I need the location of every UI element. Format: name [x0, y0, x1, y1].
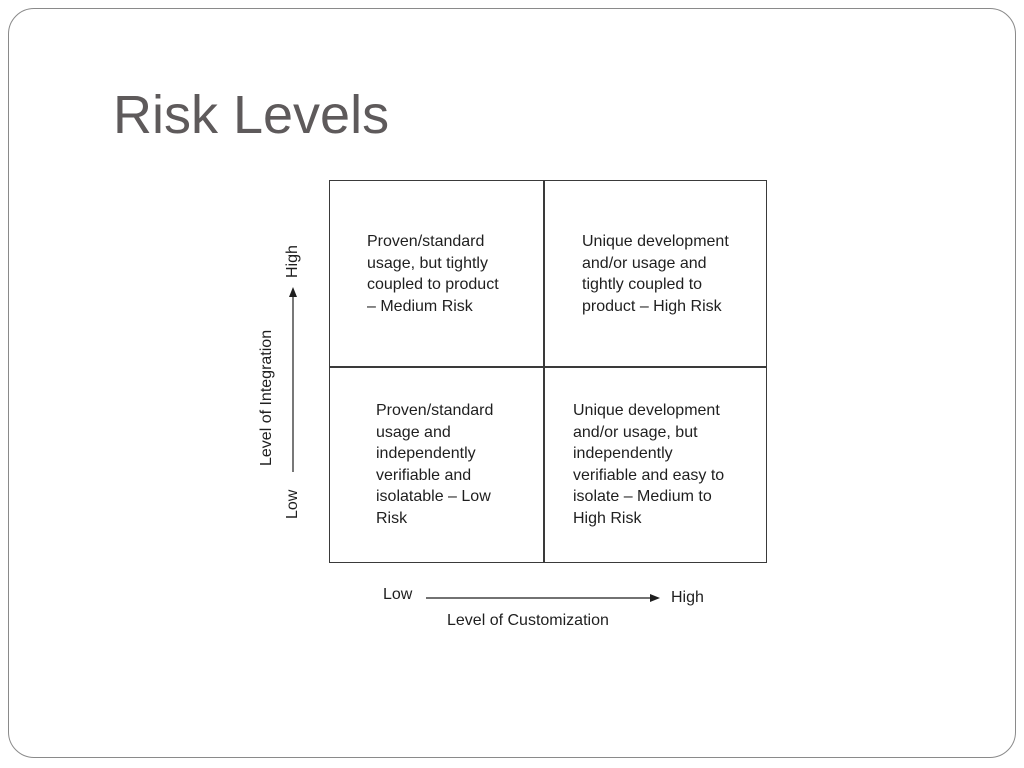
slide-title: Risk Levels — [113, 85, 390, 145]
quadrant-bottom-right: Unique development and/or usage, but independently verifiable and easy to isolate – Medium to High Risk — [573, 402, 725, 527]
quadrant-top-right: Unique development and/or usage and tightly coupled to product – High Risk — [582, 233, 729, 315]
quadrant-bottom-left: Proven/standard usage and independently verifiable and isolatable – Low Risk — [376, 402, 494, 527]
x-axis-high-label: High — [671, 589, 704, 606]
y-axis-low-label: Low — [284, 489, 301, 519]
x-axis-low-label: Low — [383, 586, 413, 603]
x-axis-title: Level of Customization — [447, 612, 609, 629]
y-axis-high-label: High — [284, 245, 301, 278]
matrix-vertical-divider — [543, 180, 545, 563]
quadrant-top-left: Proven/standard usage, but tightly coupled to product – Medium Risk — [367, 233, 499, 315]
y-axis-title: Level of Integration — [258, 329, 275, 466]
matrix-horizontal-divider — [329, 366, 767, 368]
